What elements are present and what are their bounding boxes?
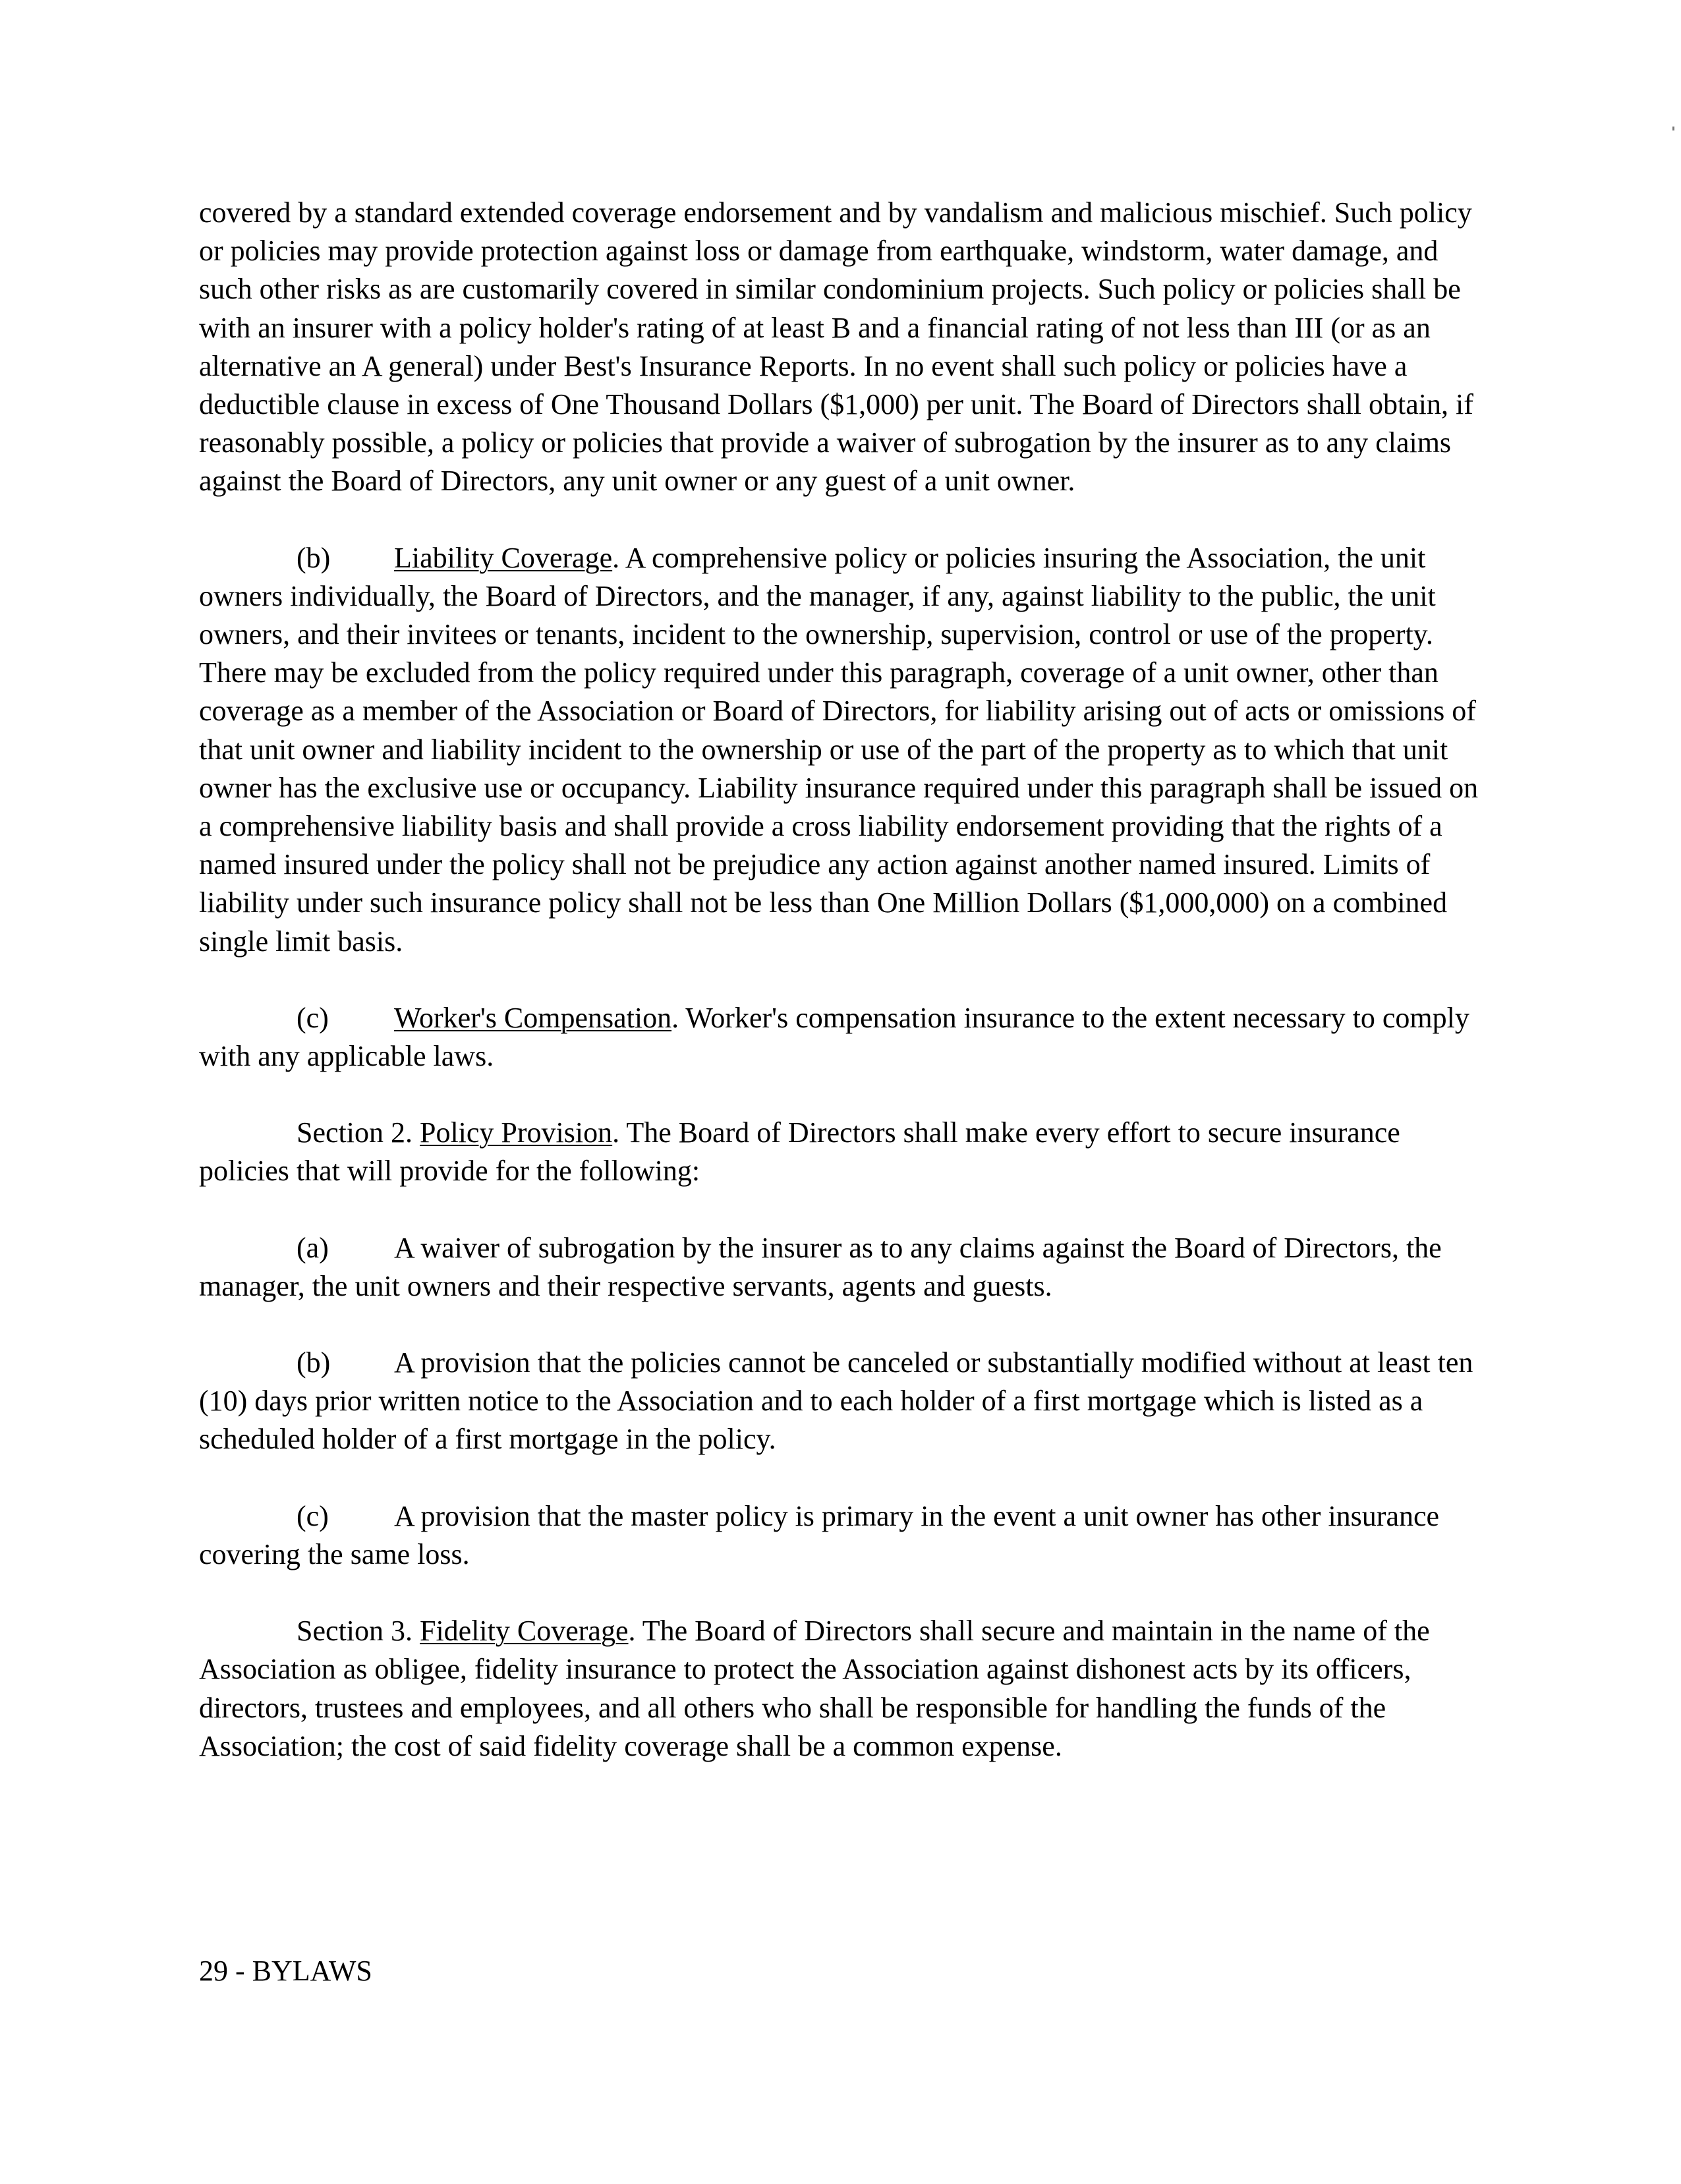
paragraph-text: A provision that the master policy is primary in the event a unit owner has other insurance covering the same loss. (199, 1499, 1440, 1570)
section-number: Section 2. (297, 1116, 420, 1149)
paragraph-liability-coverage (199, 539, 1491, 961)
paragraph-section-2 (199, 1114, 1491, 1190)
item-label: (c) (297, 1499, 329, 1532)
paragraph-notice-provision (199, 1344, 1491, 1459)
paragraph-text: . The Board of Directors shall make every effort to secure insurance policies that will provide for the following: (199, 1116, 1400, 1188)
item-label: (b) (297, 541, 331, 574)
paragraph-workers-compensation (199, 999, 1491, 1076)
paragraph-text: A provision that the policies cannot be canceled or substantially modified without at least ten (10) days prior written notice to the Association and to each holder of a first mortgage which is listed as a scheduled holder of a first mortgage in the policy. (199, 1346, 1473, 1456)
paragraph-text: A waiver of subrogation by the insurer as to any claims against the Board of Directors, the manager, the unit owners and their respective servants, agents and guests. (199, 1231, 1442, 1302)
fidelity-coverage-heading: Fidelity Coverage (419, 1615, 629, 1648)
paragraph-section-3 (199, 1612, 1491, 1766)
paragraph-property-coverage-continued: covered by a standard extended coverage endorsement and by vandalism and malicious mischief. Such policy or policies may provide protection against loss or damage from earthquake, windstorm, water damage, and such other risks as are customarily covered in similar condominium projects. Such policy or policies shall be with an insurer with a policy holder's rating of at least B and a financial rating of not less than III (or as an alternative an A general) under Best's Insurance Reports. In no event shall such policy or policies have a deductible clause in excess of One Thousand Dollars ($1,000) per unit. The Board of Directors shall obtain, if reasonably possible, a policy or policies that provide a waiver of subrogation by the insurer as to any claims against the Board of Directors, any unit owner or any guest of a unit owner. (199, 196, 1473, 498)
section-number: Section 3. (297, 1615, 420, 1648)
scan-mark (1672, 127, 1674, 130)
paragraph-text: . Worker's compensation insurance to the extent necessary to comply with any applicable laws. (199, 1001, 1469, 1073)
item-label: (a) (297, 1231, 329, 1264)
workers-compensation-heading: Worker's Compensation (394, 1001, 672, 1034)
paragraph-text: . A comprehensive policy or policies insuring the Association, the unit owners individually, the Board of Directors, and the manager, if any, against liability to the public, the unit owners, and their invitees or tenants, incident to the ownership, supervision, control or use of the property. There may be excluded from the policy required under this paragraph, coverage of a unit owner, other than coverage as a member of the Association or Board of Directors, for liability arising out of acts or omissions of that unit owner and liability incident to the ownership or use of the part of the property as to which that unit owner has the exclusive use or occupancy. Liability insurance required under this paragraph shall be issued on a comprehensive liability basis and shall provide a cross liability endorsement providing that the rights of a named insured under the policy shall not be prejudice any action against another named insured. Limits of liability under such insurance policy shall not be less than One Million Dollars ($1,000,000) on a combined single limit basis. (199, 541, 1479, 958)
paragraph-text: . The Board of Directors shall secure and maintain in the name of the Association as obligee, fidelity insurance to protect the Association against dishonest acts by its officers, directors, trustees and employees, and all others who shall be responsible for handling the funds of the Association; the cost of said fidelity coverage shall be a common expense. (199, 1615, 1430, 1762)
item-label: (b) (297, 1346, 331, 1379)
document-body (199, 194, 1491, 1804)
paragraph-master-policy-primary (199, 1497, 1491, 1574)
liability-coverage-heading: Liability Coverage (394, 541, 613, 574)
paragraph-waiver-of-subrogation (199, 1229, 1491, 1306)
item-label: (c) (297, 1001, 329, 1034)
page-footer: 29 - BYLAWS (199, 1955, 372, 1987)
policy-provision-heading: Policy Provision (419, 1116, 613, 1149)
